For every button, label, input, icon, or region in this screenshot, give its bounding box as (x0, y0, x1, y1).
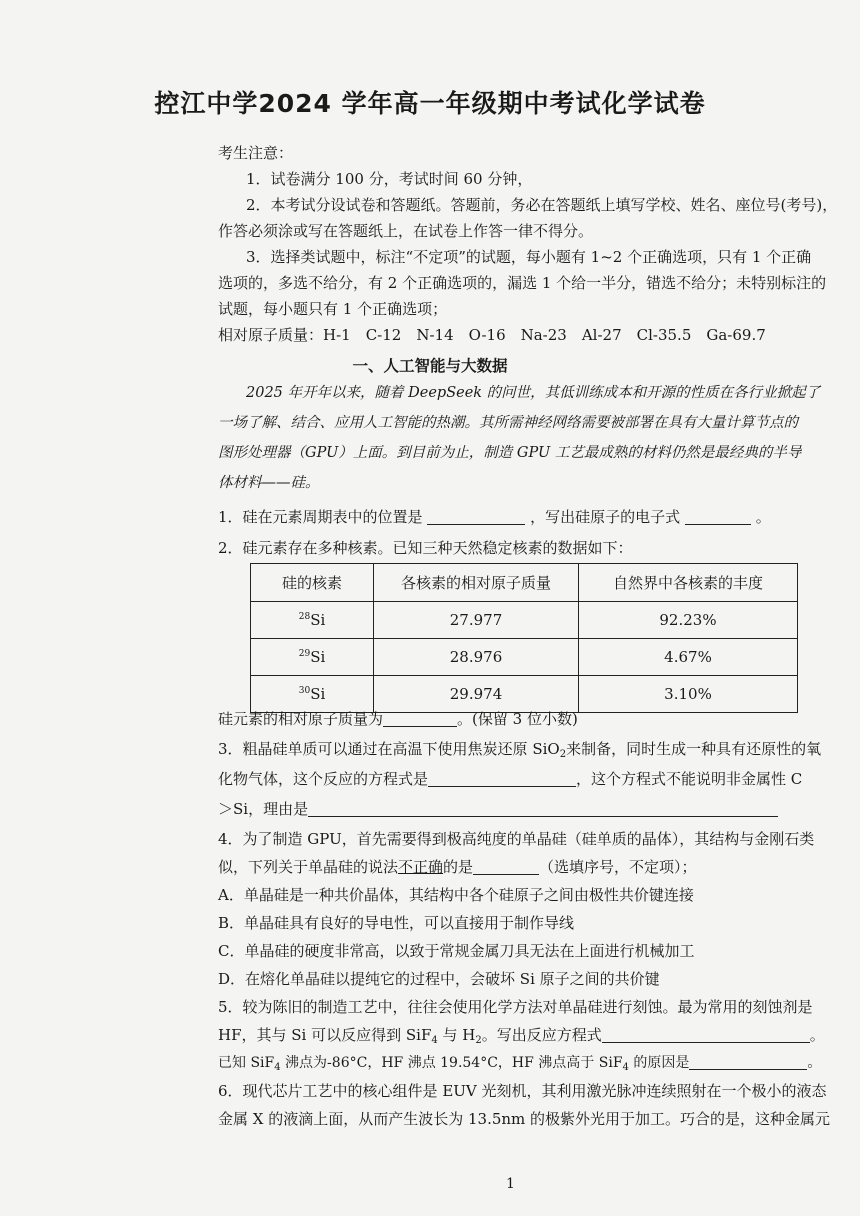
q3-text-b: 来制备，同时生成一种具有还原性的氧 (566, 740, 822, 758)
question-3b (218, 768, 802, 790)
q3-blank-equation[interactable] (428, 770, 576, 787)
table-row (251, 639, 798, 676)
notice-heading: 考生注意： (218, 144, 294, 162)
question-5c (218, 1052, 821, 1079)
q5-blank-equation[interactable] (602, 1026, 810, 1043)
intro-line-2: 一场了解、结合、应用人工智能的热潮。其所需神经网络需要被部署在具有大量计算节点的 (218, 415, 798, 431)
q2b-blank[interactable] (383, 710, 457, 727)
q4-blank[interactable] (473, 858, 539, 875)
q3-text-a: 3．粗晶硅单质可以通过在高温下使用焦炭还原 SiO (218, 740, 560, 758)
table-cell-mass: 28.976 (374, 639, 579, 676)
q5c-text-a: 已知 SiF (218, 1055, 275, 1071)
intro-line-4: 体材料——硅。 (218, 475, 320, 491)
question-4b (218, 856, 697, 878)
q2b-text-a: 硅元素的相对原子质量为 (218, 710, 384, 728)
q5c-text-d: 。 (807, 1055, 822, 1071)
q5b-text-d: 。 (809, 1026, 825, 1044)
q5c-sub-1: 4 (274, 1062, 281, 1073)
q4-text-a: 似，下列关于单晶硅的说法 (218, 858, 399, 876)
notice-item-2a: 2．本考试分设试卷和答题纸。答题前，务必在答题纸上填写学校、姓名、座位号(考号)， (246, 196, 838, 214)
question-2: 2．硅元素存在多种核素。已知三种天然稳定核素的数据如下： (218, 539, 633, 557)
q5b-text-c: 。写出反应方程式 (481, 1026, 602, 1044)
table-cell-abundance: 3.10% (579, 676, 798, 713)
q5b-sub-2: 2 (475, 1035, 482, 1046)
notice-item-3a: 3．选择类试题中，标注“不定项”的试题，每小题有 1~2 个正确选项，只有 1 个正确 (246, 248, 812, 266)
table-row (251, 602, 798, 639)
table-cell-abundance: 4.67% (579, 639, 798, 676)
q1-blank-electron-formula[interactable] (685, 508, 751, 525)
q1-text-c: 。 (755, 508, 771, 526)
isotope-table (250, 563, 798, 713)
q5b-text-b: 与 H (437, 1026, 476, 1044)
q4-underlined: 不正确 (398, 858, 444, 876)
notice-item-2b: 作答必须涂或写在答题纸上，在试卷上作答一律不得分。 (218, 222, 594, 240)
table-header: 硅的核素 (251, 564, 374, 602)
exam-title: 控江中学2024 学年高一年级期中考试化学试卷 (154, 89, 706, 118)
table-header: 各核素的相对原子质量 (374, 564, 579, 602)
option-a: A．单晶硅是一种共价晶体，其结构中各个硅原子之间由极性共价键连接 (218, 886, 694, 904)
q5c-text-c: 的原因是 (628, 1055, 690, 1071)
q3b-text-b: ，这个方程式不能说明非金属性 C (576, 770, 803, 788)
q5b-text-a: HF，其与 Si 可以反应得到 SiF (218, 1026, 432, 1044)
atomic-masses: 相对原子质量：H-1 C-12 N-14 O-16 Na-23 Al-27 Cl-35.5 Ga-69.7 (218, 326, 766, 344)
intro-line-3: 图形处理器（GPU）上面。到目前为止，制造 GPU 工艺最成熟的材料仍然是最经典的半导 (218, 445, 802, 461)
q3-sub: 2 (559, 749, 567, 760)
table-cell-nuclide: $^{29}$Si (251, 639, 374, 676)
table-row (251, 676, 798, 713)
q5c-text-b: 沸点为-86°C，HF 沸点 19.54°C，HF 沸点高于 SiF (280, 1055, 623, 1071)
question-3c (218, 798, 778, 820)
q3-blank-reason[interactable] (308, 800, 778, 817)
table-cell-mass: 27.977 (374, 602, 579, 639)
question-6b: 金属 X 的液滴上面，从而产生波长为 13.5nm 的极紫外光用于加工。巧合的是，这种金属元 (218, 1110, 831, 1128)
question-2b (218, 708, 578, 730)
option-d: D．在熔化单晶硅以提纯它的过程中，会破坏 Si 原子之间的共价键 (218, 970, 660, 988)
q1-text-b: ，写出硅原子的电子式 (530, 508, 681, 526)
q2b-text-b: 。(保留 3 位小数) (457, 710, 578, 728)
table-cell-nuclide: $^{30}$Si (251, 676, 374, 713)
section-heading: 一、人工智能与大数据 (352, 357, 508, 375)
notice-item-3b: 选项的，多选不给分，有 2 个正确选项的，漏选 1 个给一半分，错选不给分；未特别标注的 (218, 274, 827, 292)
option-c: C．单晶硅的硬度非常高，以致于常规金属刀具无法在上面进行机械加工 (218, 942, 695, 960)
q5-blank-reason[interactable] (689, 1053, 807, 1070)
question-1 (218, 506, 771, 528)
table-cell-abundance: 92.23% (579, 602, 798, 639)
table-header-row (251, 564, 798, 602)
q5c-sub-2: 4 (622, 1062, 629, 1073)
q1-blank-position[interactable] (427, 508, 525, 525)
q4-text-b: 的是 (443, 858, 474, 876)
question-6a: 6．现代芯片工艺中的核心组件是 EUV 光刻机，其利用激光脉冲连续照射在一个极小的液态 (218, 1082, 827, 1100)
q5b-sub-1: 4 (431, 1035, 438, 1046)
q4-text-c: （选填序号，不定项）； (539, 858, 697, 876)
page-number: 1 (506, 1176, 515, 1192)
notice-item-1: 1．试卷满分 100 分，考试时间 60 分钟， (246, 170, 533, 188)
table-cell-mass: 29.974 (374, 676, 579, 713)
question-5a: 5．较为陈旧的制造工艺中，往往会使用化学方法对单晶硅进行刻蚀。最为常用的刻蚀剂是 (218, 998, 813, 1016)
q1-text-a: 1．硅在元素周期表中的位置是 (218, 508, 423, 526)
option-b: B．单晶硅具有良好的导电性，可以直接用于制作导线 (218, 914, 575, 932)
intro-line-1: 2025 年开年以来，随着 DeepSeek 的问世，其低训练成本和开源的性质在各行业掀起了 (246, 385, 821, 401)
q3b-text-a: 化物气体，这个反应的方程式是 (218, 770, 429, 788)
q3c-text: ＞Si，理由是 (218, 800, 309, 818)
table-cell-nuclide: $^{28}$Si (251, 602, 374, 639)
notice-item-3c: 试题，每小题只有 1 个正确选项； (218, 300, 448, 318)
question-4a: 4．为了制造 GPU，首先需要得到极高纯度的单晶硅（硅单质的晶体），其结构与金刚石类 (218, 830, 815, 848)
question-5b (218, 1024, 825, 1052)
question-3a (218, 738, 821, 766)
table-header: 自然界中各核素的丰度 (579, 564, 798, 602)
